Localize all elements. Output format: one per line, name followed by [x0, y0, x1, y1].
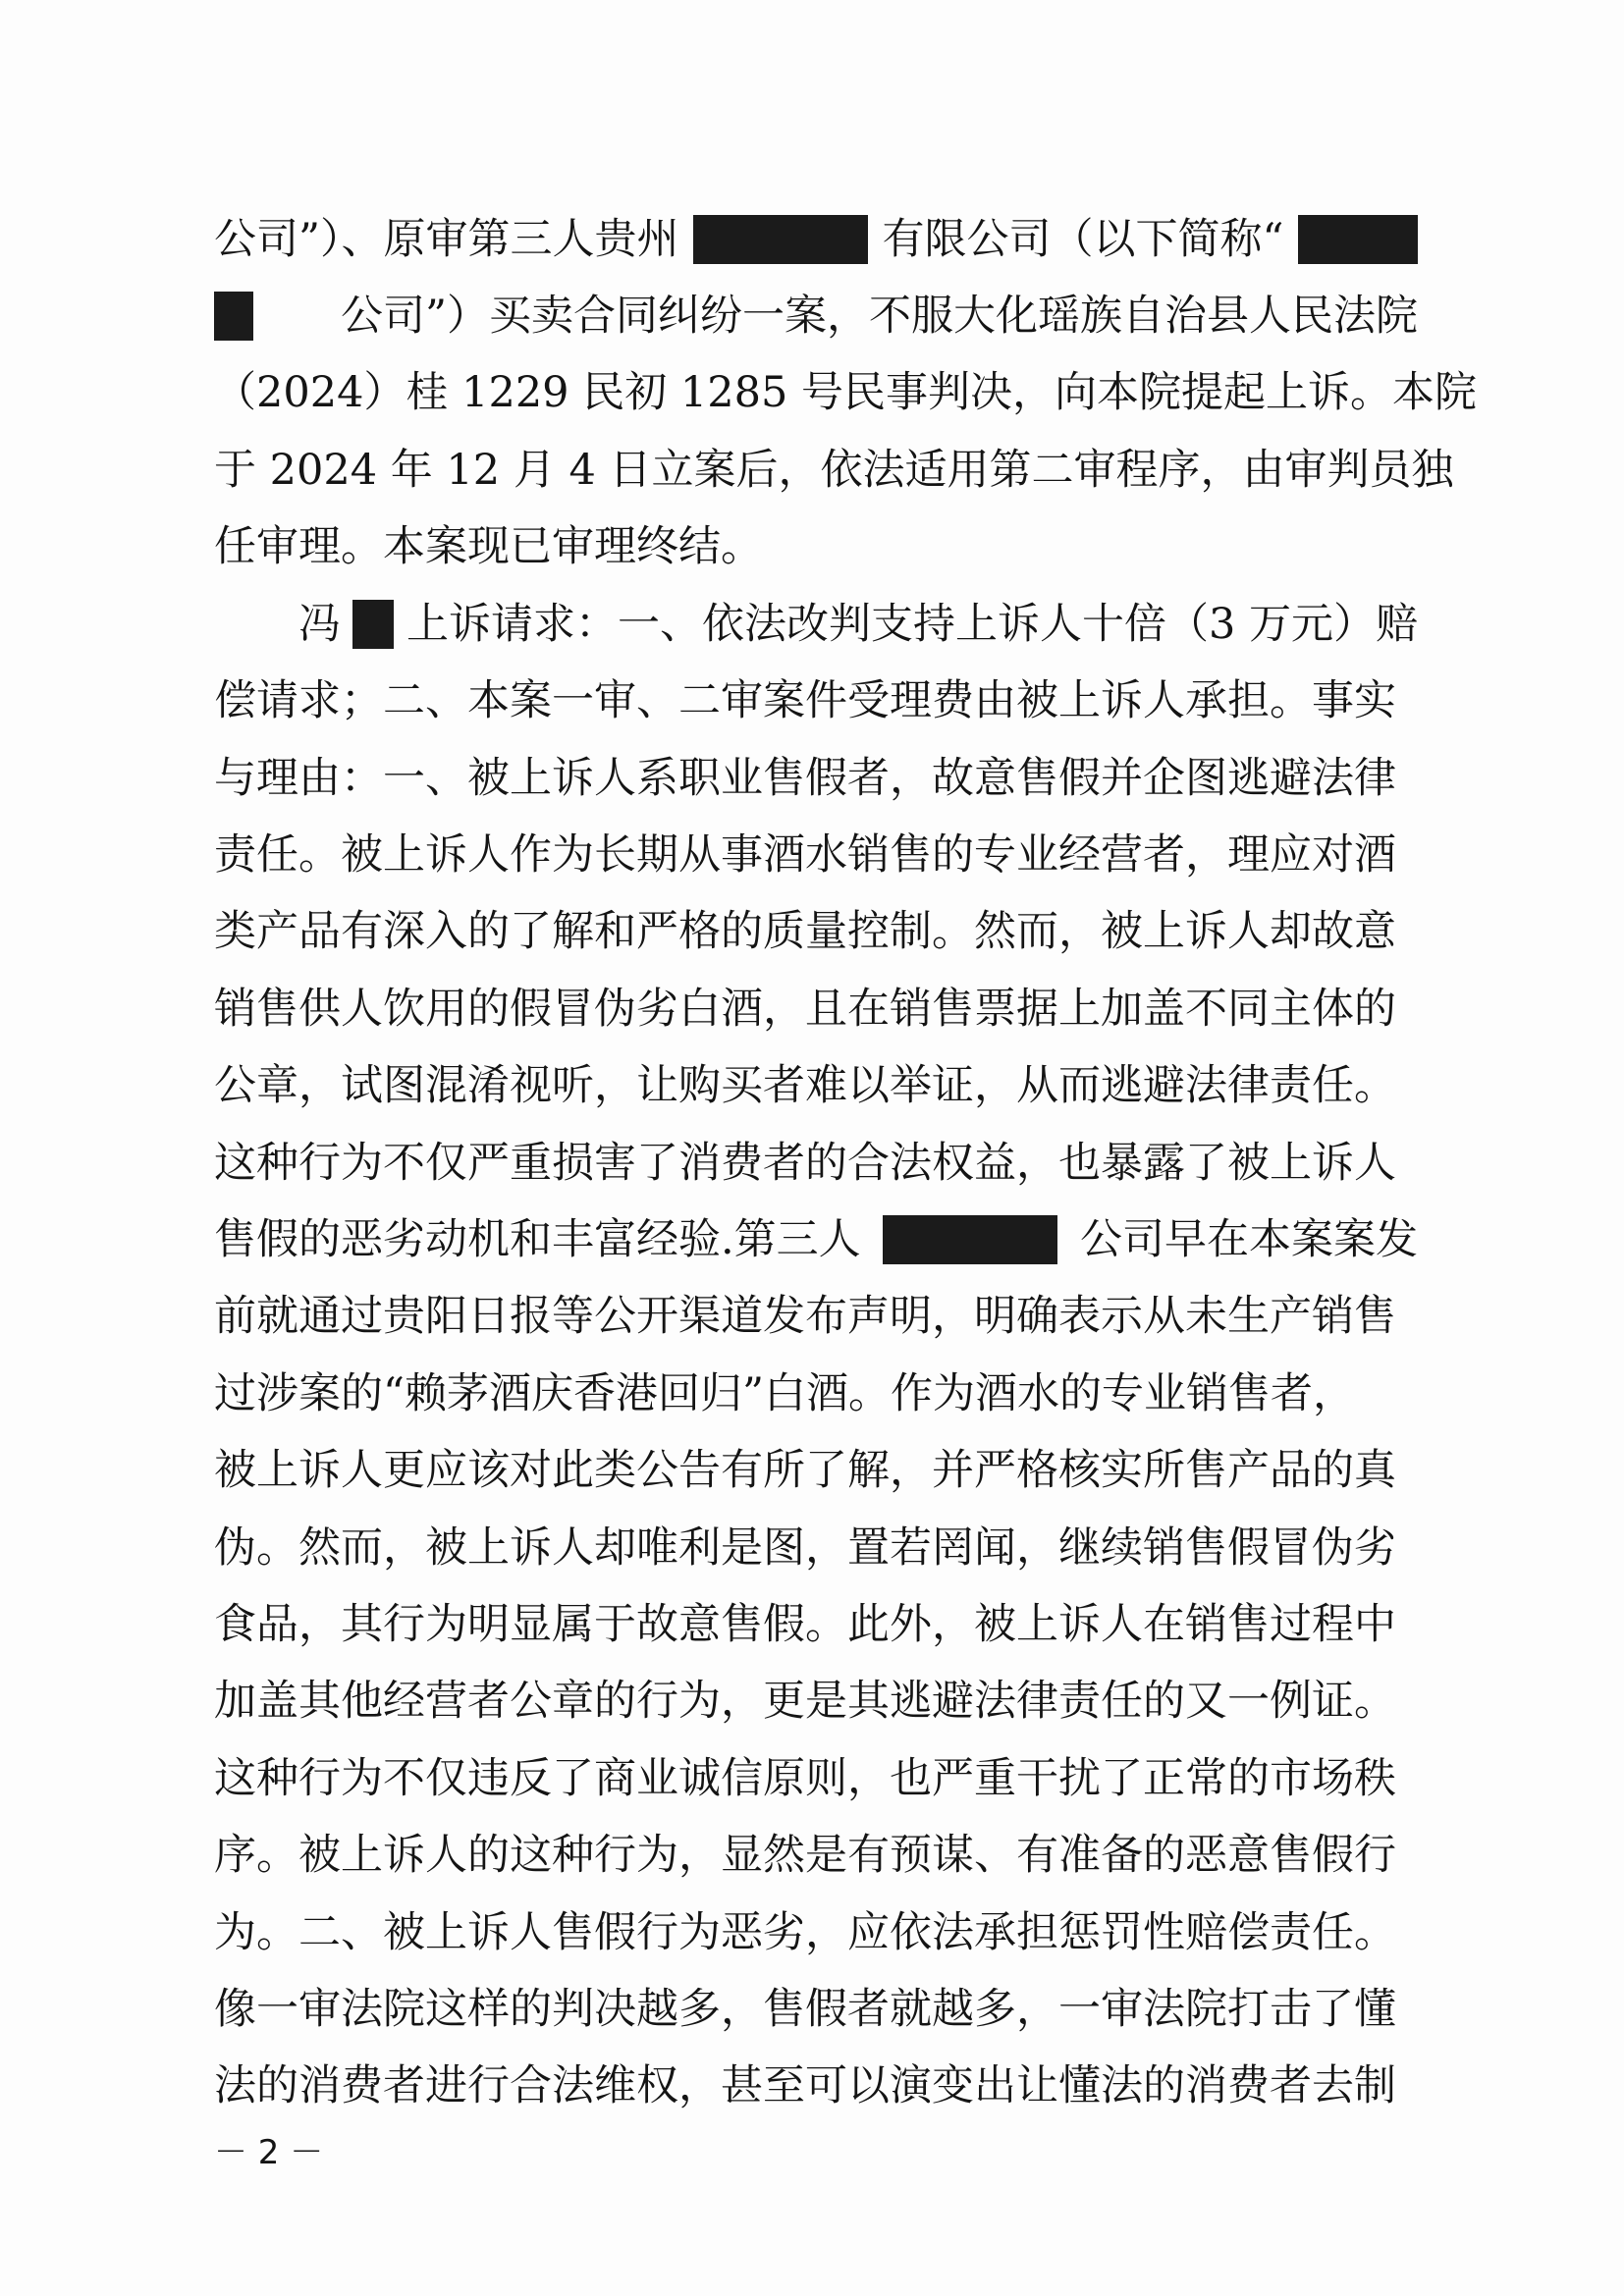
text-segment: 与理由：一、被上诉人系职业售假者，故意售假并企图逃避法律: [214, 754, 1396, 803]
text-line: [214, 1674, 1418, 1729]
text-line: [214, 289, 1418, 344]
text-segment: 冯: [298, 600, 341, 649]
text-line: [214, 1212, 1418, 1267]
text-segment: 责任。被上诉人作为长期从事酒水销售的专业经营者，理应对酒: [214, 830, 1396, 880]
text-line: [214, 443, 1454, 498]
redaction-block: [214, 292, 253, 341]
text-line: [214, 828, 1418, 882]
redaction-block: [1298, 215, 1418, 264]
text-line: [214, 2058, 1418, 2113]
text-segment: 前就通过贵阳日报等公开渠道发布声明，明确表示从未生产销售: [214, 1292, 1396, 1341]
redaction-block: [693, 215, 868, 264]
text-line: [214, 904, 1418, 959]
text-segment: 为。二、被上诉人售假行为恶劣，应依法承担惩罚性赔偿责任。: [214, 1908, 1396, 1957]
redaction-block: [883, 1215, 1057, 1264]
text-segment: 这种行为不仅严重损害了消费者的合法权益，也暴露了被上诉人: [214, 1139, 1396, 1188]
text-line: [214, 1982, 1418, 2037]
text-line: [214, 1597, 1418, 1652]
text-segment: 伪。然而，被上诉人却唯利是图，置若罔闻，继续销售假冒伪劣: [214, 1523, 1396, 1573]
text-segment: 偿请求；二、本案一审、二审案件受理费由被上诉人承担。事实: [214, 676, 1396, 725]
text-segment: （2024）桂 1229 民初 1285 号民事判决，向本院提起上诉。本院: [214, 368, 1477, 417]
text-line: [214, 673, 1418, 728]
text-segment: 有限公司（以下简称“: [882, 215, 1284, 264]
text-segment: 公司”）、原审第三人贵州: [214, 215, 679, 264]
text-segment: 公司早在本案案发: [1079, 1215, 1418, 1264]
text-line: [214, 982, 1418, 1037]
text-line: [214, 1136, 1418, 1191]
text-line: [214, 1443, 1418, 1498]
text-line: [214, 1058, 1418, 1113]
text-segment: 类产品有深入的了解和严格的质量控制。然而，被上诉人却故意: [214, 907, 1396, 956]
text-segment: 销售供人饮用的假冒伪劣白酒，且在销售票据上加盖不同主体的: [214, 985, 1396, 1034]
text-segment: 过涉案的“赖茅酒庆香港回归”白酒。作为酒水的专业销售者，: [214, 1369, 1355, 1418]
text-line: [214, 751, 1418, 806]
text-segment: 这种行为不仅违反了商业诚信原则，也严重干扰了正常的市场秩: [214, 1754, 1396, 1803]
text-line: [214, 1366, 1418, 1421]
text-line: [298, 597, 1418, 652]
redaction-block: [352, 600, 394, 649]
text-line: [214, 1521, 1418, 1575]
text-line: [214, 212, 1418, 267]
text-segment: 法的消费者进行合法维权，甚至可以演变出让懂法的消费者去制: [214, 2061, 1396, 2110]
text-line: [214, 1905, 1418, 1960]
text-segment: 售假的恶劣动机和丰富经验.第三人: [214, 1215, 861, 1264]
page-number: － 2 －: [214, 2133, 324, 2172]
text-segment: 加盖其他经营者公章的行为，更是其逃避法律责任的又一例证。: [214, 1677, 1396, 1726]
text-segment: 任审理。本案现已审理终结。: [214, 522, 763, 571]
text-line: [214, 519, 1418, 574]
text-segment: 公司”）买卖合同纠纷一案，不服大化瑶族自治县人民法院: [341, 292, 1418, 341]
text-segment: 上诉请求：一、依法改判支持上诉人十倍（3 万元）赔: [406, 600, 1418, 649]
text-line: [214, 365, 1477, 420]
text-line: [214, 1828, 1418, 1883]
text-segment: 像一审法院这样的判决越多，售假者就越多，一审法院打击了懂: [214, 1985, 1396, 2034]
text-segment: 于 2024 年 12 月 4 日立案后，依法适用第二审程序，由审判员独: [214, 446, 1454, 495]
text-segment: 被上诉人更应该对此类公告有所了解，并严格核实所售产品的真: [214, 1446, 1396, 1495]
text-segment: 食品，其行为明显属于故意售假。此外，被上诉人在销售过程中: [214, 1600, 1396, 1649]
text-line: [214, 1289, 1418, 1344]
text-segment: 序。被上诉人的这种行为，显然是有预谋、有准备的恶意售假行: [214, 1831, 1396, 1880]
text-line: [214, 1751, 1418, 1806]
text-segment: 公章，试图混淆视听，让购买者难以举证，从而逃避法律责任。: [214, 1061, 1396, 1110]
